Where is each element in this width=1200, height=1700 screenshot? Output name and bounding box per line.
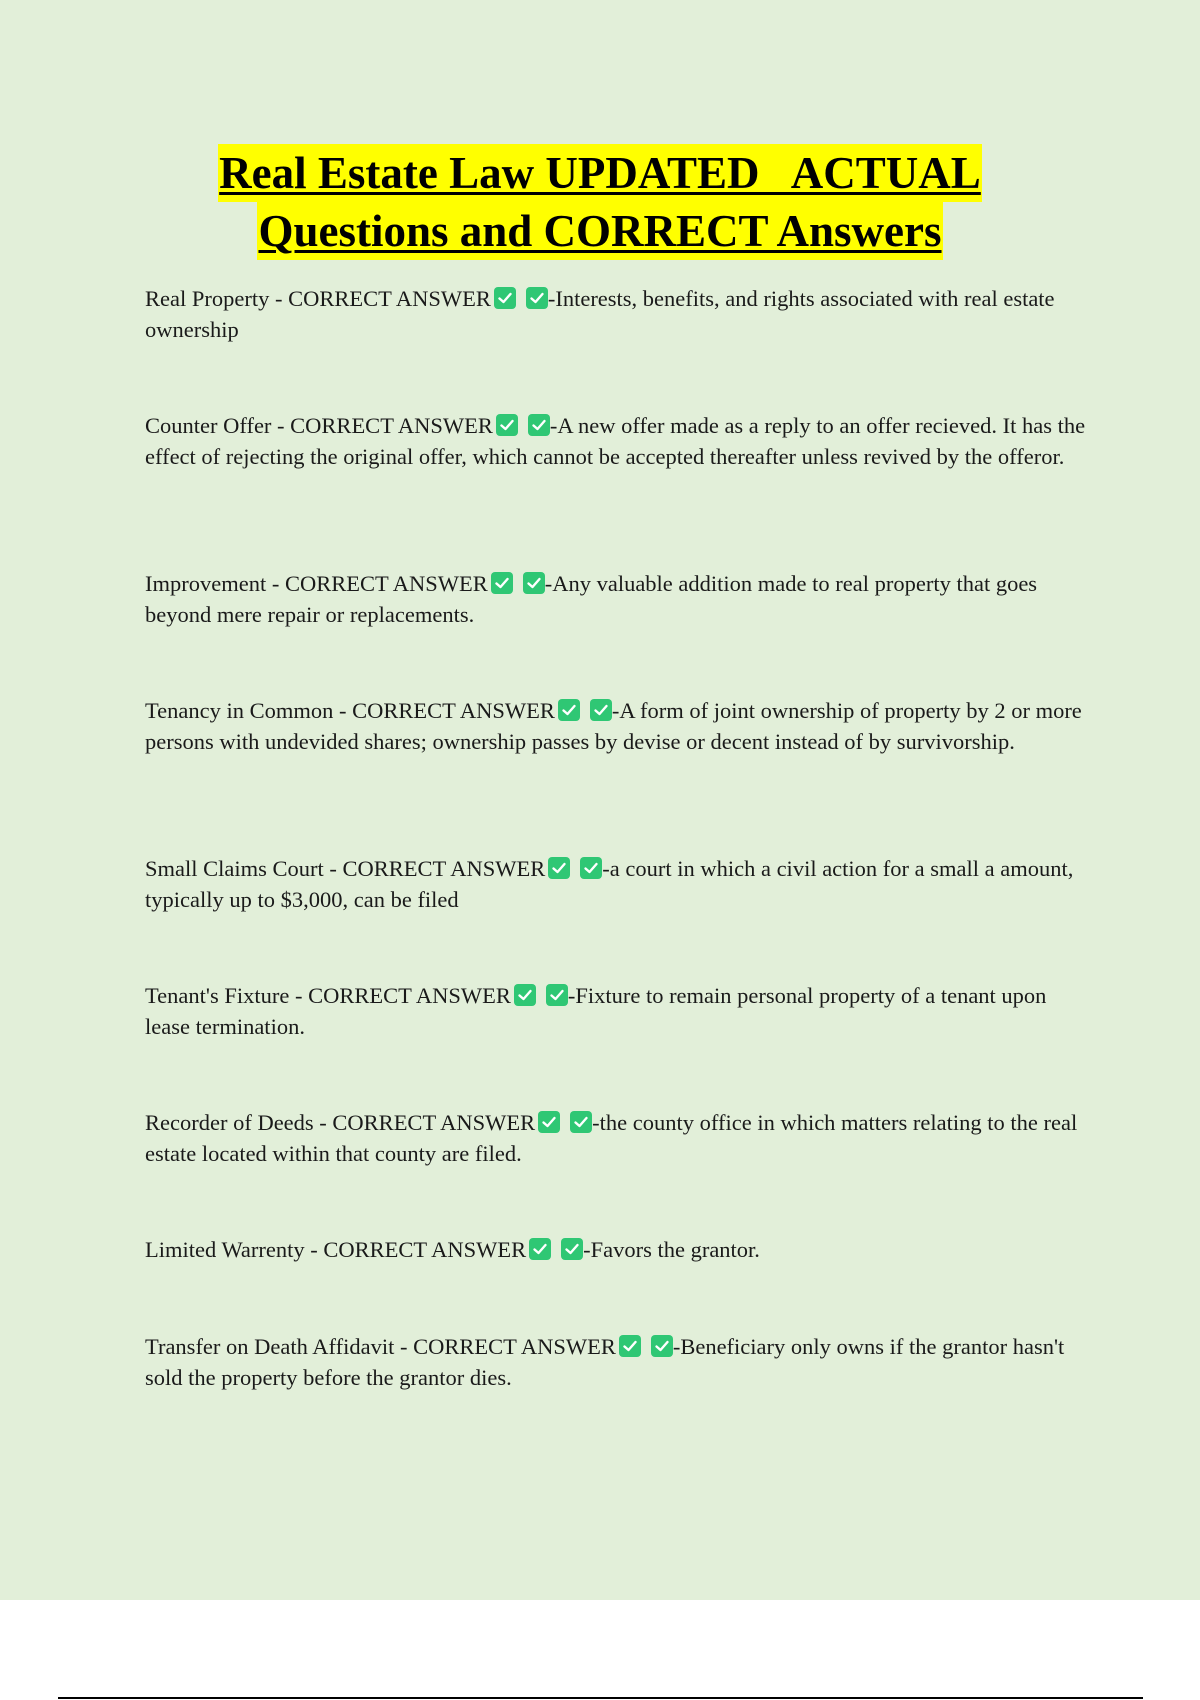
check-mark-icon xyxy=(496,414,518,436)
entry-definition: -Favors the grantor. xyxy=(583,1237,760,1262)
title-line-2: Questions and CORRECT Answers xyxy=(257,202,942,260)
check-mark-icon xyxy=(580,857,602,879)
correct-answer-label: CORRECT ANSWER xyxy=(352,698,555,723)
entry-definition: -Any valuable addition made to real property that goes beyond mere repair or replacements. xyxy=(145,571,1038,627)
correct-answer-label: CORRECT ANSWER xyxy=(332,1110,536,1135)
entry-definition: -A form of joint ownership of property by 2 or more persons with undevided shares; ownership passes by devise or decent instead of by survivorship. xyxy=(145,698,1082,754)
entry-term: Improvement - xyxy=(145,571,285,596)
correct-answer-label: CORRECT ANSWER xyxy=(288,286,491,311)
entry-term: Tenancy in Common - xyxy=(145,698,353,723)
entry-definition: -a court in which a civil action for a small a amount, typically up to $3,000, can be filed xyxy=(145,856,1074,912)
entry-term: Limited Warrenty - xyxy=(145,1237,324,1262)
entry-term: Transfer on Death Affidavit - xyxy=(145,1334,414,1359)
document-title xyxy=(0,144,1200,260)
entry-term: Small Claims Court - xyxy=(145,856,343,881)
qa-entry xyxy=(145,695,1095,757)
entry-definition: -Beneficiary only owns if the grantor hasn't sold the property before the grantor dies. xyxy=(145,1334,1065,1390)
correct-answer-label: CORRECT ANSWER xyxy=(342,856,546,881)
title-line-1: Real Estate Law UPDATED ACTUAL xyxy=(218,144,982,202)
check-mark-icon xyxy=(494,287,516,309)
qa-entry xyxy=(145,1234,1095,1265)
check-mark-icon xyxy=(491,572,513,594)
qa-entry xyxy=(145,853,1095,915)
correct-answer-label: CORRECT ANSWER xyxy=(413,1334,616,1359)
check-mark-icon xyxy=(523,572,545,594)
check-mark-icon xyxy=(558,699,580,721)
entry-definition: -the county office in which matters relating to the real estate located within that county are filed. xyxy=(145,1110,1078,1166)
check-mark-icon xyxy=(651,1335,673,1357)
check-mark-icon xyxy=(570,1111,592,1133)
correct-answer-label: CORRECT ANSWER xyxy=(284,571,488,596)
entry-term: Tenant's Fixture - xyxy=(145,983,309,1008)
check-mark-icon xyxy=(529,1238,551,1260)
footer-divider xyxy=(58,1697,1143,1699)
qa-entry xyxy=(145,980,1095,1042)
entry-definition: -A new offer made as a reply to an offer recieved. It has the effect of rejecting the original offer, which cannot be accepted thereafter unless revived by the offeror. xyxy=(145,413,1086,469)
entry-term: Recorder of Deeds - xyxy=(145,1110,333,1135)
check-mark-icon xyxy=(561,1238,583,1260)
qa-entry xyxy=(145,568,1095,630)
check-mark-icon xyxy=(528,414,550,436)
entry-definition: -Interests, benefits, and rights associated with real estate ownership xyxy=(145,286,1055,342)
qa-entry xyxy=(145,1107,1095,1169)
qa-entry xyxy=(145,283,1095,345)
check-mark-icon xyxy=(526,287,548,309)
check-mark-icon xyxy=(619,1335,641,1357)
check-mark-icon xyxy=(546,984,568,1006)
check-mark-icon xyxy=(548,857,570,879)
qa-entry xyxy=(145,410,1095,472)
entry-term: Real Property - xyxy=(145,286,289,311)
correct-answer-label: CORRECT ANSWER xyxy=(290,413,493,438)
entry-definition: -Fixture to remain personal property of a tenant upon lease termination. xyxy=(145,983,1047,1039)
correct-answer-label: CORRECT ANSWER xyxy=(308,983,511,1008)
entry-term: Counter Offer - xyxy=(145,413,291,438)
check-mark-icon xyxy=(538,1111,560,1133)
check-mark-icon xyxy=(590,699,612,721)
qa-entry xyxy=(145,1331,1095,1393)
correct-answer-label: CORRECT ANSWER xyxy=(323,1237,527,1262)
check-mark-icon xyxy=(514,984,536,1006)
